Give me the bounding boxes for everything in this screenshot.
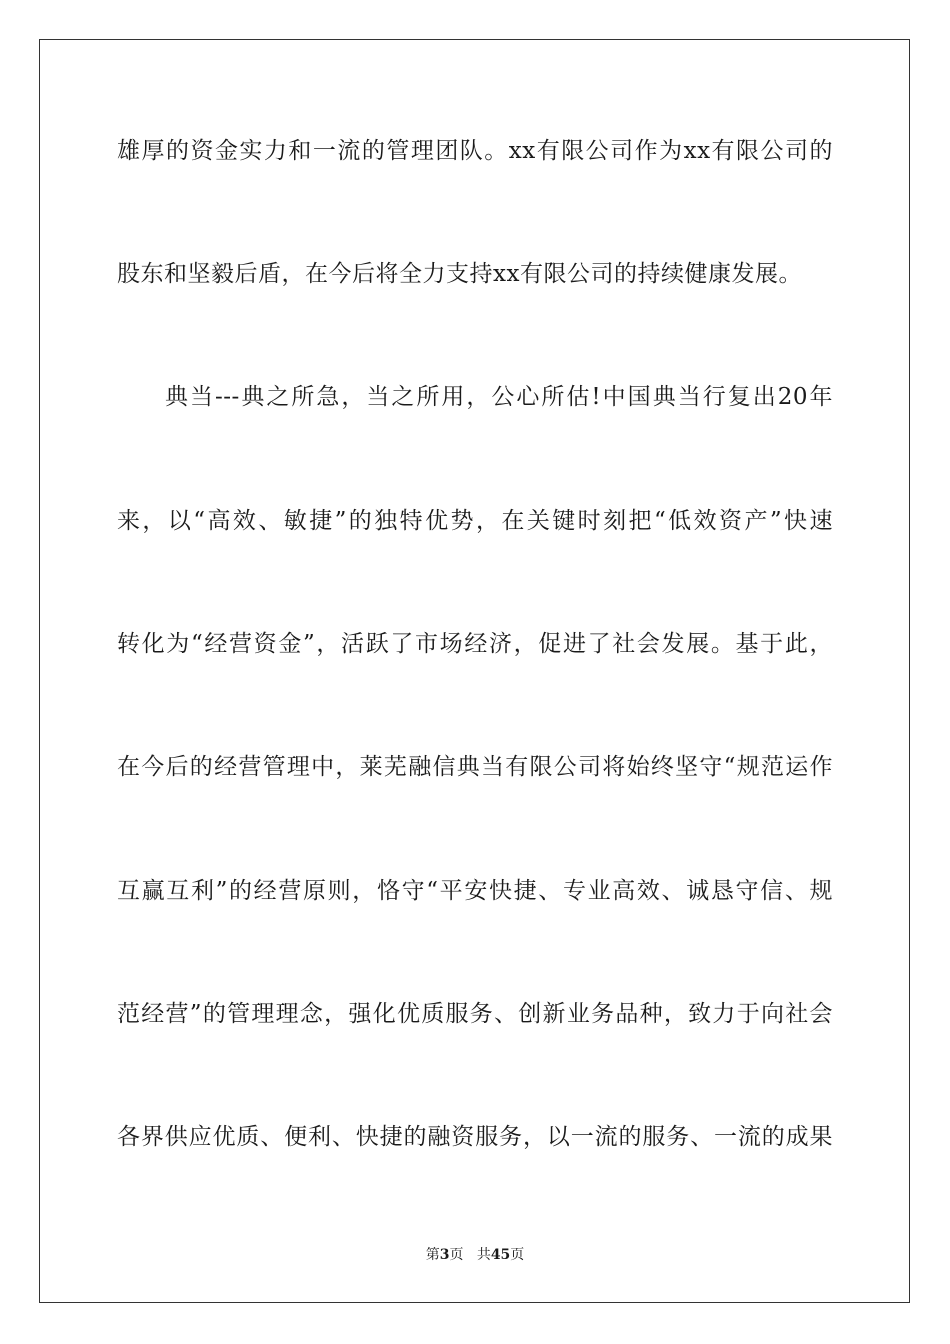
page-prefix: 第 — [425, 1247, 440, 1263]
page-unit: 页 — [449, 1247, 464, 1263]
body-text-line: 范经营”的管理理念，强化优质服务、创新业务品种，致力于向社会 — [117, 1001, 833, 1027]
total-prefix: 共 — [476, 1247, 491, 1263]
total-unit: 页 — [510, 1247, 525, 1263]
body-text-line: 转化为“经营资金”，活跃了市场经济，促进了社会发展。基于此， — [117, 631, 833, 657]
total-page-number: 45 — [490, 1247, 511, 1263]
page-footer — [0, 1246, 950, 1264]
paragraph-first-line: 典当---典之所急，当之所用，公心所估!中国典当行复出20年 — [165, 384, 833, 410]
body-text-line: 互赢互利”的经营原则，恪守“平安快捷、专业高效、诚恳守信、规 — [117, 878, 833, 904]
body-text-line: 股东和坚毅后盾，在今后将全力支持xx有限公司的持续健康发展。 — [117, 261, 802, 287]
body-text-line: 各界供应优质、便利、快捷的融资服务，以一流的服务、一流的成果 — [117, 1124, 833, 1150]
body-text-line: 雄厚的资金实力和一流的管理团队。xx有限公司作为xx有限公司的 — [117, 138, 833, 164]
page-border — [39, 39, 910, 1303]
current-page-number: 3 — [439, 1247, 450, 1263]
body-text-line: 来，以“高效、敏捷”的独特优势，在关键时刻把“低效资产”快速 — [117, 508, 833, 534]
body-text-line: 在今后的经营管理中，莱芜融信典当有限公司将始终坚守“规范运作 — [117, 754, 833, 780]
